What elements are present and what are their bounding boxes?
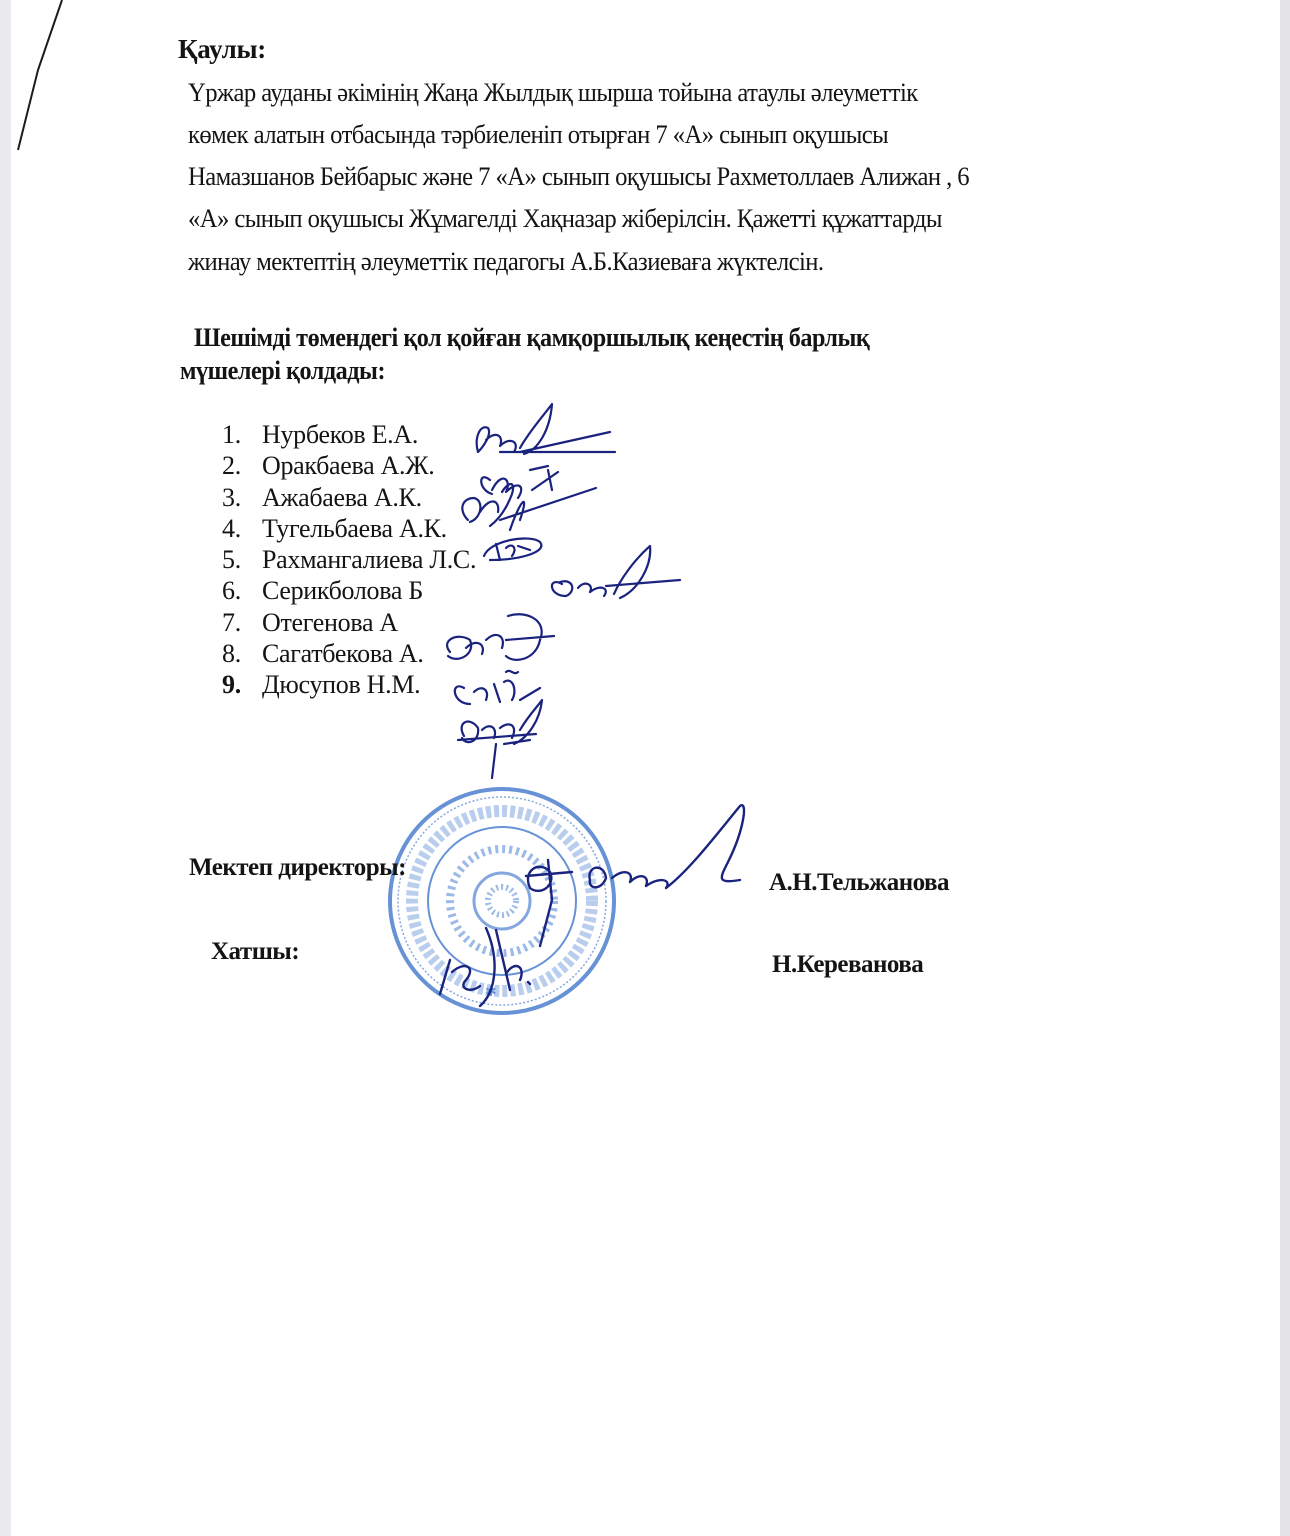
paragraph-line: жинау мектептің әлеуметтік педагогы А.Б.Казиеваға жүктелсін. [188, 246, 824, 276]
paragraph-line: Үржар ауданы әкімінің Жаңа Жылдық шырша тойына атаулы әлеуметтік [188, 77, 918, 107]
member-number: 9. [222, 670, 241, 700]
decision-line: мүшелері қолдады: [180, 356, 386, 385]
secretary-name: Н.Кереванова [772, 951, 924, 978]
member-number: 1. [222, 420, 241, 449]
member-item [222, 513, 476, 544]
member-name: Отегенова А [262, 607, 398, 637]
member-name: Оракбаева А.Ж. [262, 451, 435, 481]
member-name: Дюсупов Н.М. [262, 670, 421, 700]
paragraph-line: Намазшанов Бейбарыс және 7 «А» сынып оқушысы Рахметоллаев Алижан , 6 [188, 161, 970, 191]
member-item [222, 575, 476, 606]
decision-line: Шешімді төмендегі қол қойған қамқоршылық кеңестің барлық [194, 323, 870, 352]
secretary-label: Хатшы: [211, 938, 300, 965]
member-item [222, 607, 476, 638]
scan-right-edge [1280, 0, 1290, 1536]
member-item [222, 450, 476, 481]
member-name: Тугельбаева А.К. [262, 513, 447, 543]
member-item [222, 419, 476, 450]
director-name: А.Н.Тельжанова [769, 869, 949, 896]
member-number: 7. [222, 607, 241, 637]
member-number: 2. [222, 451, 241, 481]
paragraph-line: көмек алатын отбасында тәрбиеленіп отырған 7 «А» сынып оқушысы [188, 119, 889, 149]
resolution-title: Қаулы: [178, 34, 266, 64]
member-name: Сагатбекова А. [262, 639, 424, 669]
member-number: 5. [222, 545, 241, 575]
member-number: 4. [222, 513, 241, 543]
member-name: Нурбеков Е.А. [262, 420, 419, 449]
member-item [222, 544, 476, 575]
members-list [222, 419, 476, 701]
paragraph-line: «А» сынып оқушысы Жұмагелді Хақназар жіберілсін. Қажетті құжаттарды [188, 203, 942, 233]
director-label: Мектеп директоры: [189, 854, 406, 881]
member-item [222, 669, 476, 700]
member-name: Рахмангалиева Л.С. [262, 545, 477, 575]
member-item [222, 482, 476, 513]
scan-border-line [0, 0, 80, 160]
member-signatures [447, 404, 680, 778]
scan-left-edge [0, 0, 11, 1536]
member-name: Серикболова Б [262, 576, 423, 606]
svg-text:✱: ✱ [485, 984, 497, 1000]
member-name: Ажабаева А.К. [262, 482, 422, 512]
member-item [222, 638, 476, 669]
official-stamp [390, 789, 614, 1013]
member-number: 6. [222, 576, 241, 606]
secretary-signature [440, 928, 530, 1006]
member-number: 8. [222, 639, 241, 669]
member-number: 3. [222, 482, 241, 512]
director-signature [526, 805, 744, 946]
